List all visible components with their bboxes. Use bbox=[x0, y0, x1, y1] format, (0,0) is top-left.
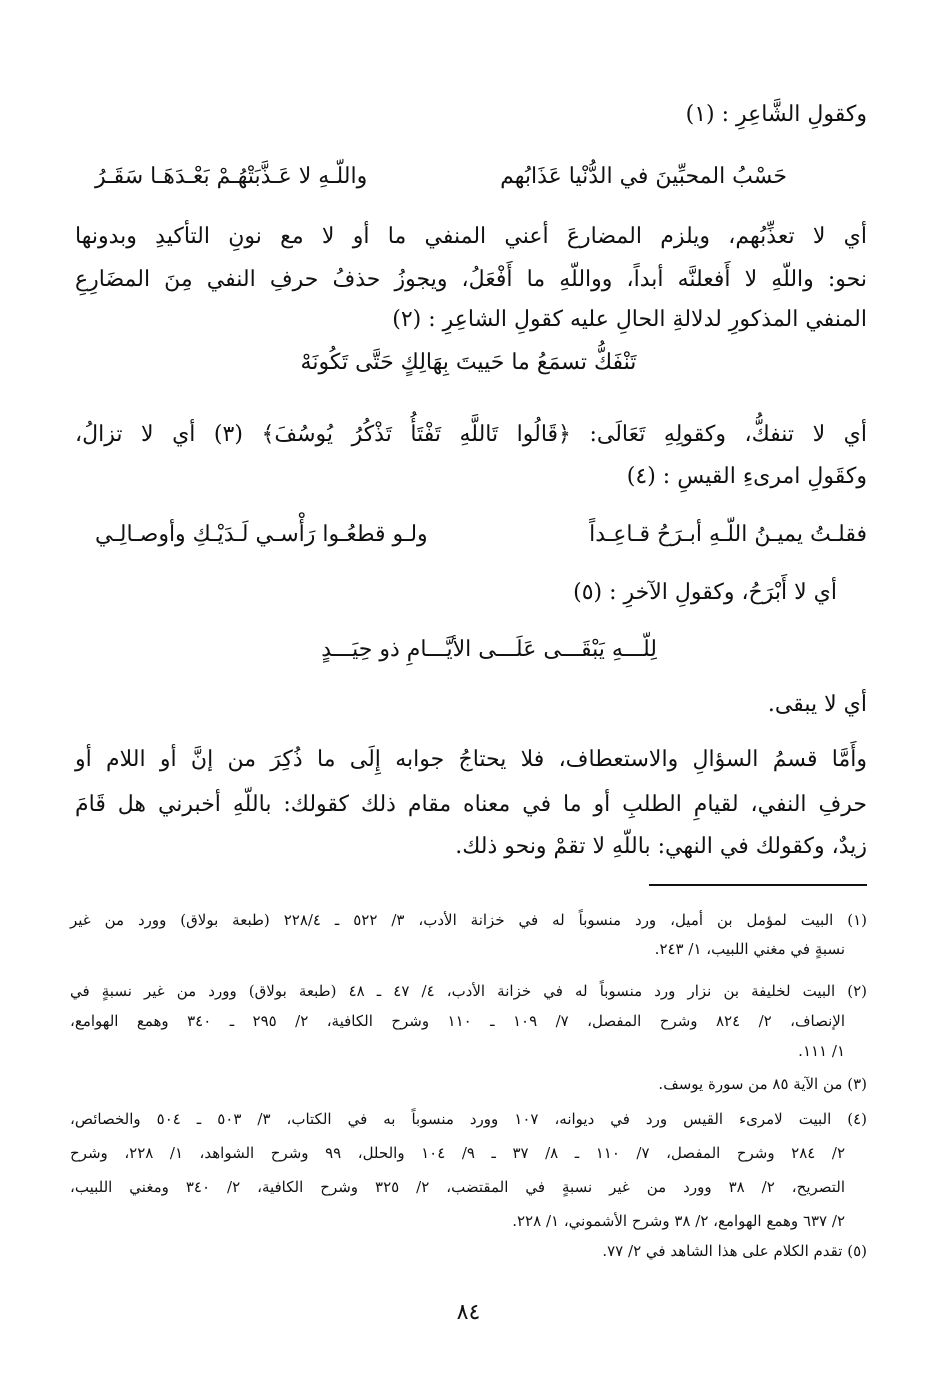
footnote-1-line-2: نسبةٍ في مغني اللبيب، ١/ ٢٤٣. bbox=[654, 940, 845, 958]
paragraph-4: أي لا أَبْرَحُ، وكقولِ الآخرِ : (٥) bbox=[573, 580, 837, 605]
footnote-5: (٥) تقدم الكلام على هذا الشاهد في ٢/ ٧٧. bbox=[602, 1242, 867, 1260]
footnote-4-line-2: ٢/ ٢٨٤ وشرح المفصل، ٧/ ١١٠ ـ ٨/ ٣٧ ـ ٩/ ١٠٤ والحلل، ٩٩ وشرح الشواهد، ١/ ٢٢٨، وشرح bbox=[70, 1144, 846, 1162]
footnote-1-line-1: (١) البيت لمؤمل بن أميل، ورد منسوباً له في خزانة الأدب، ٣/ ٥٢٢ ـ ٢٢٨/٤ (طبعة بولاق) وورد من غير bbox=[70, 911, 867, 929]
paragraph-2-line-2: نحو: واللّهِ لا أَفعلنَّه أبداً، وواللّهِ ما أَفْعَلُ، ويجوزُ حذفُ حرفِ النفي مِنَ المضَارِعِ bbox=[75, 267, 867, 292]
paragraph-5: أي لا يبقى. bbox=[767, 692, 867, 717]
footnote-2-line-3: ١/ ١١١. bbox=[798, 1042, 845, 1060]
paragraph-2-line-1: أي لا تعذِّبُهم، ويلزم المضارعَ أعني المنفي ما أو لا مع نونِ التأكيدِ وبدونها bbox=[75, 224, 867, 249]
verse4: لِلّـــهِ يَبْقَـــى عَلَـــى الأيَّـــامِ ذو حِيَـــدٍ bbox=[321, 637, 657, 662]
verse3-first-hemistich: فقلـتُ يميـنُ اللّـهِ أبـرَحُ قـاعِـداً bbox=[589, 522, 867, 547]
footnote-4-line-4: ٢/ ٦٣٧ وهمع الهوامع، ٢/ ٣٨ وشرح الأشموني، ١/ ٢٢٨. bbox=[512, 1212, 845, 1230]
paragraph-intro: وكقولِ الشَّاعِرِ : (١) bbox=[685, 102, 867, 127]
paragraph-2-line-3: المنفي المذكورِ لدلالةِ الحالِ عليه كقولِ الشاعِرِ : (٢) bbox=[392, 307, 867, 332]
paragraph-6-line-2: حرفِ النفي، لقيامِ الطلبِ أو ما في معناه مقام ذلك كقولك: باللّهِ أخبرني هل قَامَ bbox=[75, 792, 867, 817]
page-number: ٨٤ bbox=[456, 1300, 481, 1325]
paragraph-6-line-3: زيدٌ، وكقولك في النهي: باللّهِ لا تقمْ ونحو ذلك. bbox=[455, 834, 867, 859]
footnote-divider bbox=[649, 884, 867, 886]
verse1-second-hemistich: واللّـهِ لا عَـذَّبَتْهُـمْ بَعْـدَهَـا سَقَـرُ bbox=[95, 164, 368, 189]
paragraph-3-line-1: أي لا تنفكُّ، وكقولِهِ تَعَالَى: ﴿قَالُوا تَاللَّهِ تَفْتَأُ تَذْكُرُ يُوسُفَ﴾ (٣) أي لا تزالُ، bbox=[75, 422, 867, 447]
footnote-4-line-3: التصريح، ٢/ ٣٨ وورد من غير نسبةٍ في المقتضب، ٢/ ٣٢٥ وشرح الكافية، ٢/ ٣٤٠ ومغني اللبيب، bbox=[70, 1178, 846, 1196]
paragraph-3-line-2: وكقَولِ امرىءِ القيسِ : (٤) bbox=[626, 464, 867, 489]
footnote-3: (٣) من الآية ٨٥ من سورة يوسف. bbox=[658, 1075, 867, 1093]
footnote-4-line-1: (٤) البيت لامرىء القيس ورد في ديوانه، ١٠٧ وورد منسوباً به في الكتاب، ٣/ ٥٠٣ ـ ٥٠٤ والخصائص، bbox=[70, 1110, 868, 1128]
footnote-2-line-2: الإنصاف، ٢/ ٨٢٤ وشرح المفصل، ٧/ ١٠٩ ـ ١١٠ وشرح الكافية، ٢/ ٢٩٥ ـ ٣٤٠ وهمع الهوامع، bbox=[70, 1012, 846, 1030]
verse1-first-hemistich: حَسْبُ المحبِّينَ في الدُّنْيا عَذَابُهم bbox=[500, 164, 787, 189]
footnote-2-line-1: (٢) البيت لخليفة بن نزار ورد منسوباً له في خزانة الأدب، ٤/ ٤٧ ـ ٤٨ (طبعة بولاق) وورد من غير نسبةٍ في bbox=[70, 982, 868, 1000]
verse3-second-hemistich: ولـو قطعُـوا رَأْسـي لَـدَيْـكِ وأوصـالِـي bbox=[95, 522, 428, 547]
verse2: تَنْفَكُّ تسمَعُ ما حَييتَ بِهَالِكٍ حَتَّى تَكُونَهْ bbox=[300, 350, 637, 375]
paragraph-6-line-1: وأَمَّا قسمُ السؤالِ والاستعطاف، فلا يحتاجُ جوابه إِلَى ما ذُكِرَ من إنَّ أو اللام أو bbox=[75, 747, 867, 772]
